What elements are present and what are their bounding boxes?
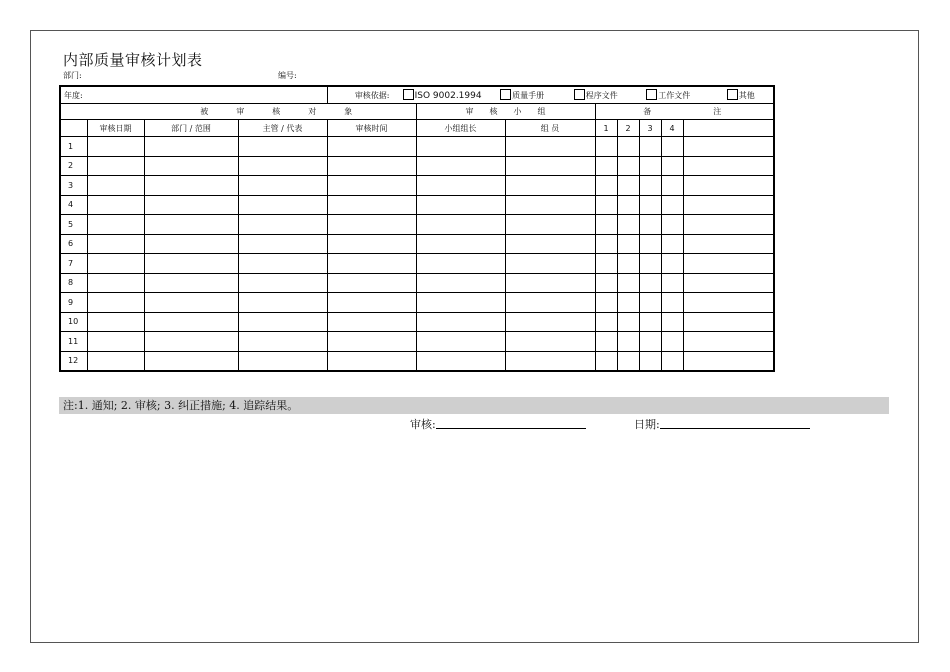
table-cell[interactable] [144, 137, 238, 157]
table-cell[interactable] [661, 312, 683, 332]
checkbox-icon[interactable] [574, 89, 585, 100]
column-header-row [60, 120, 774, 137]
table-cell[interactable] [327, 215, 416, 235]
row-number: 10 [60, 312, 87, 332]
basis-option-procedure[interactable]: 程序文件 [574, 89, 644, 101]
table-cell[interactable] [416, 176, 505, 196]
table-cell[interactable] [661, 332, 683, 352]
table-cell[interactable] [144, 215, 238, 235]
table-cell[interactable] [238, 176, 327, 196]
table-cell[interactable] [87, 195, 144, 215]
table-cell[interactable] [87, 137, 144, 157]
row-number: 8 [60, 273, 87, 293]
row-number: 1 [60, 137, 87, 157]
table-cell[interactable] [661, 293, 683, 313]
table-cell[interactable] [327, 156, 416, 176]
basis-option-manual[interactable]: 质量手册 [500, 89, 571, 101]
table-cell[interactable] [505, 254, 595, 274]
table-cell[interactable] [595, 215, 617, 235]
review-signature [410, 416, 586, 432]
table-cell[interactable] [639, 332, 661, 352]
col-remark-3: 3 [639, 120, 661, 137]
table-cell[interactable] [144, 176, 238, 196]
table-cell[interactable] [416, 254, 505, 274]
audit-plan-table [59, 85, 775, 372]
table-cell[interactable] [661, 195, 683, 215]
serial-number-label: 编号: [278, 71, 297, 80]
table-cell[interactable] [238, 137, 327, 157]
col-dept-scope: 部门 / 范围 [144, 120, 238, 137]
page-title: 内部质量审核计划表 [63, 51, 203, 69]
table-cell[interactable] [416, 351, 505, 371]
table-row [60, 351, 774, 371]
table-cell[interactable] [327, 312, 416, 332]
table-cell[interactable] [87, 234, 144, 254]
table-cell[interactable] [87, 293, 144, 313]
col-remark-1: 1 [595, 120, 617, 137]
row-number: 12 [60, 351, 87, 371]
row-number: 4 [60, 195, 87, 215]
col-team-leader: 小组组长 [416, 120, 505, 137]
table-cell[interactable] [595, 195, 617, 215]
table-cell[interactable] [639, 351, 661, 371]
table-cell[interactable] [617, 156, 639, 176]
table-cell[interactable] [595, 273, 617, 293]
date-signature [634, 416, 810, 432]
table-cell[interactable] [683, 273, 774, 293]
table-cell[interactable] [238, 312, 327, 332]
date-line[interactable] [660, 418, 810, 429]
table-cell[interactable] [238, 195, 327, 215]
table-cell[interactable] [416, 312, 505, 332]
table-row [60, 234, 774, 254]
table-cell[interactable] [87, 215, 144, 235]
row-number: 7 [60, 254, 87, 274]
row-number: 2 [60, 156, 87, 176]
table-cell[interactable] [617, 137, 639, 157]
table-cell[interactable] [639, 176, 661, 196]
table-row [60, 156, 774, 176]
table-cell[interactable] [639, 215, 661, 235]
row-number: 5 [60, 215, 87, 235]
checkbox-icon[interactable] [646, 89, 657, 100]
table-cell[interactable] [661, 215, 683, 235]
table-cell[interactable] [661, 273, 683, 293]
table-cell[interactable] [87, 176, 144, 196]
table-cell[interactable] [683, 254, 774, 274]
table-cell[interactable] [416, 137, 505, 157]
table-cell[interactable] [617, 312, 639, 332]
table-cell[interactable] [238, 254, 327, 274]
table-cell[interactable] [505, 137, 595, 157]
table-cell[interactable] [683, 312, 774, 332]
table-cell[interactable] [661, 156, 683, 176]
audit-basis-label: 审核依据: [354, 91, 390, 100]
checkbox-icon[interactable] [403, 89, 414, 100]
table-cell[interactable] [144, 273, 238, 293]
table-cell[interactable] [661, 176, 683, 196]
table-cell[interactable] [595, 312, 617, 332]
basis-option-work-doc[interactable]: 工作文件 [646, 89, 724, 101]
table-cell[interactable] [238, 293, 327, 313]
table-cell[interactable] [87, 332, 144, 352]
note-bar: 注:1. 通知; 2. 审核; 3. 纠正措施; 4. 追踪结果。 [59, 397, 889, 414]
table-cell[interactable] [238, 273, 327, 293]
col-members: 组 员 [505, 120, 595, 137]
table-cell[interactable] [327, 234, 416, 254]
table-cell[interactable] [505, 156, 595, 176]
table-cell[interactable] [327, 273, 416, 293]
group-remarks: 备 注 [595, 104, 774, 120]
group-header-row [60, 104, 774, 120]
table-cell[interactable] [327, 293, 416, 313]
table-cell[interactable] [595, 234, 617, 254]
col-remark-2: 2 [617, 120, 639, 137]
table-cell[interactable] [505, 195, 595, 215]
row-number: 6 [60, 234, 87, 254]
table-cell[interactable] [87, 273, 144, 293]
audit-basis-cell [327, 86, 774, 104]
table-cell[interactable] [238, 351, 327, 371]
table-cell[interactable] [505, 332, 595, 352]
table-cell[interactable] [617, 351, 639, 371]
table-cell[interactable] [617, 332, 639, 352]
table-cell[interactable] [144, 195, 238, 215]
table-row [60, 312, 774, 332]
table-cell[interactable] [639, 195, 661, 215]
row-number: 11 [60, 332, 87, 352]
basis-row [60, 86, 774, 104]
table-cell[interactable] [505, 351, 595, 371]
table-cell[interactable] [416, 195, 505, 215]
table-cell[interactable] [683, 234, 774, 254]
table-cell[interactable] [238, 234, 327, 254]
table-cell[interactable] [595, 137, 617, 157]
table-cell[interactable] [661, 137, 683, 157]
table-cell[interactable] [327, 176, 416, 196]
table-cell[interactable] [617, 215, 639, 235]
col-audit-date: 审核日期 [87, 120, 144, 137]
table-cell[interactable] [144, 254, 238, 274]
table-cell[interactable] [595, 254, 617, 274]
col-remark-4: 4 [661, 120, 683, 137]
checkbox-icon[interactable] [500, 89, 511, 100]
table-cell[interactable] [87, 254, 144, 274]
table-cell[interactable] [639, 312, 661, 332]
rownum-header [60, 120, 87, 137]
table-cell[interactable] [639, 293, 661, 313]
basis-option-other[interactable]: 其他 [727, 89, 755, 101]
table-cell[interactable] [327, 254, 416, 274]
col-remark-notes [683, 120, 774, 137]
basis-option-iso[interactable]: ISO 9002.1994 [403, 89, 498, 101]
group-audited-objects: 被 审 核 对 象 [60, 104, 416, 120]
table-cell[interactable] [595, 332, 617, 352]
table-cell[interactable] [617, 234, 639, 254]
table-cell[interactable] [595, 176, 617, 196]
table-cell[interactable] [661, 234, 683, 254]
table-cell[interactable] [595, 293, 617, 313]
table-cell[interactable] [617, 273, 639, 293]
table-cell[interactable] [505, 215, 595, 235]
table-cell[interactable] [683, 293, 774, 313]
table-cell[interactable] [416, 234, 505, 254]
table-cell[interactable] [238, 332, 327, 352]
table-cell[interactable] [238, 215, 327, 235]
table-cell[interactable] [639, 156, 661, 176]
table-cell[interactable] [144, 156, 238, 176]
table-row [60, 273, 774, 293]
table-cell[interactable] [416, 332, 505, 352]
table-cell[interactable] [661, 254, 683, 274]
checkbox-icon[interactable] [727, 89, 738, 100]
table-cell[interactable] [87, 351, 144, 371]
table-cell[interactable] [505, 273, 595, 293]
table-cell[interactable] [617, 176, 639, 196]
table-cell[interactable] [144, 351, 238, 371]
date-label: 日期: [634, 418, 660, 431]
table-row [60, 332, 774, 352]
table-cell[interactable] [144, 332, 238, 352]
table-row [60, 215, 774, 235]
table-body [60, 137, 774, 372]
table-row [60, 195, 774, 215]
table-cell[interactable] [144, 293, 238, 313]
table-cell[interactable] [416, 156, 505, 176]
table-cell[interactable] [683, 156, 774, 176]
table-cell[interactable] [327, 351, 416, 371]
table-cell[interactable] [595, 351, 617, 371]
table-cell[interactable] [639, 137, 661, 157]
col-audit-time: 审核时间 [327, 120, 416, 137]
department-label: 部门: [63, 71, 82, 80]
table-cell[interactable] [87, 312, 144, 332]
table-row [60, 137, 774, 157]
table-cell[interactable] [683, 332, 774, 352]
table-cell[interactable] [617, 254, 639, 274]
review-label: 审核: [410, 418, 436, 431]
row-number: 3 [60, 176, 87, 196]
table-cell[interactable] [617, 195, 639, 215]
table-cell[interactable] [683, 215, 774, 235]
table-cell[interactable] [327, 137, 416, 157]
year-label: 年度: [60, 86, 327, 104]
group-audit-team: 审 核 小 组 [416, 104, 595, 120]
table-cell[interactable] [505, 312, 595, 332]
row-number: 9 [60, 293, 87, 313]
table-cell[interactable] [639, 234, 661, 254]
table-row [60, 176, 774, 196]
table-cell[interactable] [416, 293, 505, 313]
table-cell[interactable] [144, 234, 238, 254]
table-cell[interactable] [87, 156, 144, 176]
table-cell[interactable] [595, 156, 617, 176]
table-cell[interactable] [617, 293, 639, 313]
table-cell[interactable] [238, 156, 327, 176]
table-cell[interactable] [639, 273, 661, 293]
table-cell[interactable] [505, 234, 595, 254]
table-cell[interactable] [683, 137, 774, 157]
table-row [60, 293, 774, 313]
table-cell[interactable] [683, 195, 774, 215]
table-cell[interactable] [505, 176, 595, 196]
review-signature-line[interactable] [436, 418, 586, 429]
table-cell[interactable] [683, 351, 774, 371]
table-cell[interactable] [416, 273, 505, 293]
table-cell[interactable] [683, 176, 774, 196]
table-cell[interactable] [661, 351, 683, 371]
table-cell[interactable] [144, 312, 238, 332]
table-cell[interactable] [327, 332, 416, 352]
table-cell[interactable] [639, 254, 661, 274]
table-cell[interactable] [327, 195, 416, 215]
table-cell[interactable] [505, 293, 595, 313]
col-supervisor: 主管 / 代表 [238, 120, 327, 137]
table-cell[interactable] [416, 215, 505, 235]
table-row [60, 254, 774, 274]
